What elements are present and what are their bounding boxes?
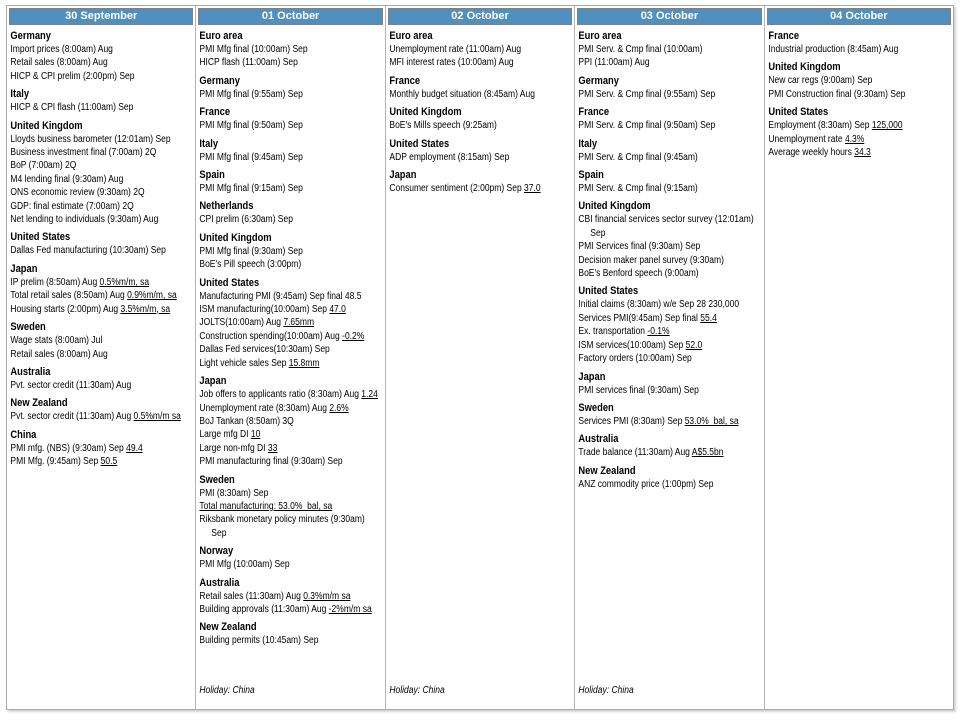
event-item [10,276,195,289]
event-text: ISM services(10:00am) Sep [578,339,686,351]
event-item [579,415,764,428]
event-item [200,442,385,455]
event-item [200,487,385,500]
event-item [579,119,764,132]
event-text: Business investment final (7:00am) 2Q [10,147,157,159]
event-value: 50.5 [100,456,118,468]
country-heading: France [389,74,420,87]
event-text: Manufacturing PMI (9:45am) Sep final 48.5 [199,290,362,302]
event-item [10,289,195,302]
country-heading: United Kingdom [10,119,83,132]
event-item [579,182,764,195]
event-value: 15.8mm [289,357,320,369]
event-item [10,442,195,455]
day-column [765,6,953,709]
event-text: Housing starts (2:00pm) Aug [10,303,121,315]
event-text: Lloyds business barometer (12:01am) Sep [10,133,171,145]
event-value: 125,000 [871,120,903,132]
event-item [200,151,385,164]
event-item [200,428,385,441]
country-heading: Euro area [199,30,243,42]
event-value: Total manufacturing: 53.0% bal, sa [199,500,333,512]
event-item [389,43,574,56]
event-text: New car regs (9:00am) Sep [768,75,872,87]
event-item [579,312,764,325]
country-heading: China [10,428,37,441]
event-item [200,455,385,468]
event-text: Ex. transportation [578,326,648,338]
country-heading: Germany [578,74,620,87]
event-text: BoJ Tankan (8:50am) 3Q [199,415,295,427]
event-item [579,151,764,164]
event-text: Pvt. sector credit (11:30am) Aug [10,411,134,423]
event-text: Unemployment rate (8:30am) Aug [199,402,330,414]
event-item [10,146,195,159]
event-text: Unemployment rate [768,133,845,145]
event-value: -0.1% [647,326,670,338]
event-item [10,213,195,226]
country-heading: New Zealand [10,397,68,410]
event-item [200,56,385,69]
event-value: 0.9%m/m, sa [127,290,177,302]
date-header: 03 October [577,8,761,25]
event-text: PMI Mfg. (9:45am) Sep [10,456,101,468]
country-heading: Australia [199,576,240,589]
event-text: PMI mfg. (NBS) (9:30am) Sep [10,442,127,454]
day-events [575,26,763,709]
event-item [389,88,574,101]
event-text: Initial claims (8:30am) w/e Sep 28 230,000 [578,299,740,311]
country-heading: France [199,106,231,119]
event-text: BoP (7:00am) 2Q [10,160,77,172]
event-item [579,240,764,253]
event-text: Factory orders (10:00am) Sep [578,353,693,365]
event-text: ANZ commodity price (1:00pm) Sep [578,478,714,490]
event-value: -2%m/m sa [329,603,373,615]
event-text: M4 lending final (9:30am) Aug [10,173,124,185]
event-item [10,133,195,146]
country-heading: Italy [10,88,30,101]
country-heading: Italy [578,137,598,150]
event-item [10,173,195,186]
event-text: Decision maker panel survey (9:30am) [578,254,725,266]
event-value: 0.5%m/m sa [133,411,181,423]
event-item [579,352,764,365]
event-text: Building approvals (11:30am) Aug [199,603,330,615]
event-text: GDP: final estimate (7:00am) 2Q [10,200,134,212]
event-text: JOLTS(10:00am) Aug [199,317,284,329]
event-text: PMI Mfg final (9:50am) Sep [199,120,304,132]
event-text: Dallas Fed services(10:30am) Sep [199,344,331,356]
event-item [10,159,195,172]
event-item [10,455,195,468]
event-item [768,133,953,146]
event-text: Wage stats (8:00am) Jul [10,335,103,347]
country-heading: New Zealand [199,621,257,634]
event-text: Net lending to individuals (9:30am) Aug [10,214,159,226]
event-text: PMI Mfg final (9:15am) Sep [199,183,304,195]
event-value: 49.4 [126,442,143,454]
event-text: Large non-mfg DI [199,442,269,454]
country-heading: Italy [199,137,219,150]
event-text: Retail sales (8:00am) Aug [10,57,108,69]
event-text: MFI interest rates (10:00am) Aug [389,57,514,69]
event-text: PMI Mfg final (10:00am) Sep [199,44,308,55]
event-item [768,146,953,159]
event-text-continued: Sep [211,527,227,539]
country-heading: United Kingdom [578,200,651,213]
event-text: PMI (8:30am) Sep [199,487,269,499]
country-heading: Japan [10,262,38,275]
event-item [768,43,953,56]
holiday-note: Holiday: China [199,685,256,696]
event-text: Retail sales (8:00am) Aug [10,348,108,360]
event-item [10,410,195,423]
event-text: BoE's Mills speech (9:25am) [389,120,497,132]
event-value: 47.0 [329,304,347,316]
day-column [386,6,575,709]
day-column [575,6,764,709]
country-heading: Spain [578,169,605,182]
country-heading: Norway [199,545,234,558]
event-item [579,213,764,226]
day-events [765,26,953,709]
event-item [579,339,764,352]
event-text: Employment (8:30am) Sep [768,120,872,132]
event-text: PMI Mfg final (9:45am) Sep [199,151,304,163]
event-item [200,590,385,603]
country-heading: United Kingdom [768,61,841,74]
event-item [10,43,195,56]
day-column [7,6,196,709]
event-value: 34.3 [853,147,871,159]
event-text: Total retail sales (8:50am) Aug [10,290,128,302]
event-value: A$5.5bn [692,447,724,459]
event-text: Consumer sentiment (2:00pm) Sep [389,183,524,195]
event-text: PMI Serv. & Cmp final (9:15am) [578,183,698,195]
day-column [196,6,385,709]
event-text: HICP & CPI flash (11:00am) Sep [10,102,134,114]
event-text: PMI manufacturing final (9:30am) Sep [199,456,343,468]
event-text-continued: Sep [590,227,606,239]
country-heading: Germany [199,74,241,87]
event-item [579,446,764,459]
country-heading: Sweden [578,401,614,414]
event-text: Pvt. sector credit (11:30am) Aug [10,379,132,391]
event-item [200,603,385,616]
country-heading: Euro area [578,30,622,42]
event-text: HICP & CPI prelim (2:00pm) Sep [10,70,135,82]
event-value: 37.0 [523,183,541,195]
event-text: CPI prelim (6:30am) Sep [199,214,294,226]
event-item [10,186,195,199]
event-text: Large mfg DI [199,429,252,441]
date-header: 04 October [767,8,951,25]
event-text: Riksbank monetary policy minutes (9:30am) [199,514,366,526]
event-item [200,43,385,56]
country-heading: United States [199,276,260,289]
event-item [200,213,385,226]
event-item [200,88,385,101]
event-text: BoE's Pill speech (3:00pm) [199,259,302,271]
country-heading: New Zealand [578,464,636,477]
event-text: Light vehicle sales Sep [199,357,290,369]
date-header: 02 October [388,8,572,25]
event-item [200,119,385,132]
country-heading: Japan [199,375,227,388]
holiday-note: Holiday: China [578,685,634,696]
event-item [10,56,195,69]
country-heading: Australia [578,433,619,446]
event-value: 0.5%m/m, sa [99,276,150,288]
country-heading: United States [10,231,71,244]
event-value: 1.24 [361,389,379,401]
event-item [389,182,574,195]
event-item [10,334,195,347]
day-events [386,26,574,709]
event-item [200,402,385,415]
event-value: 0.3%m/m sa [303,590,351,602]
event-item [200,182,385,195]
event-value: 55.4 [700,312,718,324]
country-heading: Spain [199,169,226,182]
event-item [579,267,764,280]
event-item [10,348,195,361]
event-text: Trade balance (11:30am) Aug [578,447,693,459]
event-item [768,119,953,132]
country-heading: Euro area [389,30,433,42]
country-heading: Sweden [199,473,236,486]
date-header: 30 September [9,8,193,25]
event-item [579,88,764,101]
event-text: PMI Mfg final (9:55am) Sep [199,88,304,100]
event-item [200,290,385,303]
event-text: Monthly budget situation (8:45am) Aug [389,88,535,100]
event-item [768,74,953,87]
event-item [10,200,195,213]
event-text: PMI Serv. & Cmp final (9:50am) Sep [578,120,716,132]
event-text: PMI Mfg final (9:30am) Sep [199,245,304,257]
event-value: -0.2% [342,330,365,342]
event-item [10,379,195,392]
day-events [7,26,195,709]
event-text: Industrial production (8:45am) Aug [768,44,898,55]
holiday-note: Holiday: China [389,685,445,696]
event-item [200,634,385,647]
country-heading: Japan [578,370,606,383]
event-item [200,245,385,258]
event-text: Services PMI(9:45am) Sep final [578,312,701,324]
event-value: 2.6% [329,402,350,414]
event-item [200,330,385,343]
country-heading: Sweden [10,321,46,334]
event-item [768,88,953,101]
event-value: 3.5%m/m, sa [120,303,171,315]
event-text: BoE's Benford speech (9:00am) [578,268,699,280]
event-item [200,415,385,428]
event-item [200,357,385,370]
event-item [10,101,195,114]
event-item [10,244,195,257]
event-text: CBI financial services sector survey (12:01am) [578,214,754,226]
event-text: Construction spending(10:00am) Aug [199,330,343,342]
event-item [579,56,764,69]
event-value: 53.0% bal, sa [684,415,739,427]
country-heading: United States [768,106,828,119]
event-item [389,151,574,164]
event-text: Dallas Fed manufacturing (10:30am) Sep [10,245,166,257]
event-text: Retail sales (11:30am) Aug [199,590,304,602]
event-text: IP prelim (8:50am) Aug [10,276,100,288]
event-item [200,388,385,401]
event-item [200,303,385,316]
event-text: PMI Serv. & Cmp final (10:00am) [578,44,703,55]
event-text: PMI Mfg (10:00am) Sep [199,559,291,571]
event-item [579,384,764,397]
event-text: ONS economic review (9:30am) 2Q [10,187,145,199]
event-item [579,43,764,56]
event-item [579,325,764,338]
event-item [389,56,574,69]
country-heading: United Kingdom [199,231,273,244]
event-item [10,303,195,316]
event-value: 7.65mm [283,317,315,329]
event-text: Average weekly hours [768,147,854,159]
event-text: Unemployment rate (11:00am) Aug [389,44,521,55]
country-heading: Netherlands [199,200,254,213]
event-text: PMI services final (9:30am) Sep [578,384,700,396]
country-heading: France [768,30,799,42]
event-text: HICP flash (11:00am) Sep [199,57,299,69]
event-text: PMI Services final (9:30am) Sep [578,241,701,253]
event-text: Import prices (8:00am) Aug [10,44,113,55]
event-item [200,316,385,329]
event-text: ADP employment (8:15am) Sep [389,151,510,163]
country-heading: Germany [10,30,51,42]
event-text: Job offers to applicants ratio (8:30am) Aug [199,389,362,401]
event-item [200,343,385,356]
event-item [200,513,385,526]
event-item [200,258,385,271]
event-item [200,558,385,571]
event-text: Services PMI (8:30am) Sep [578,415,685,427]
country-heading: France [578,106,610,119]
event-text: ISM manufacturing(10:00am) Sep [199,304,330,316]
event-text: Building permits (10:45am) Sep [199,635,319,647]
event-value: 52.0 [685,339,703,351]
country-heading: Japan [389,169,417,182]
country-heading: Australia [10,365,51,378]
event-item [579,478,764,491]
event-text: PMI Serv. & Cmp final (9:45am) [578,151,698,163]
event-text: PMI Construction final (9:30am) Sep [768,88,906,100]
event-text: PPI (11:00am) Aug [578,57,650,69]
event-text: PMI Serv. & Cmp final (9:55am) Sep [578,88,716,100]
country-heading: United Kingdom [389,106,462,119]
event-value: 10 [251,429,261,441]
event-item [200,500,385,513]
date-header: 01 October [198,8,382,25]
event-value: 4.3% [844,133,864,145]
country-heading: United States [389,137,449,150]
event-item [579,254,764,267]
event-item [10,70,195,83]
event-item [389,119,574,132]
day-events [196,26,384,709]
calendar-table [6,5,954,710]
event-item [579,298,764,311]
country-heading: United States [578,285,639,298]
event-value: 33 [268,442,278,454]
